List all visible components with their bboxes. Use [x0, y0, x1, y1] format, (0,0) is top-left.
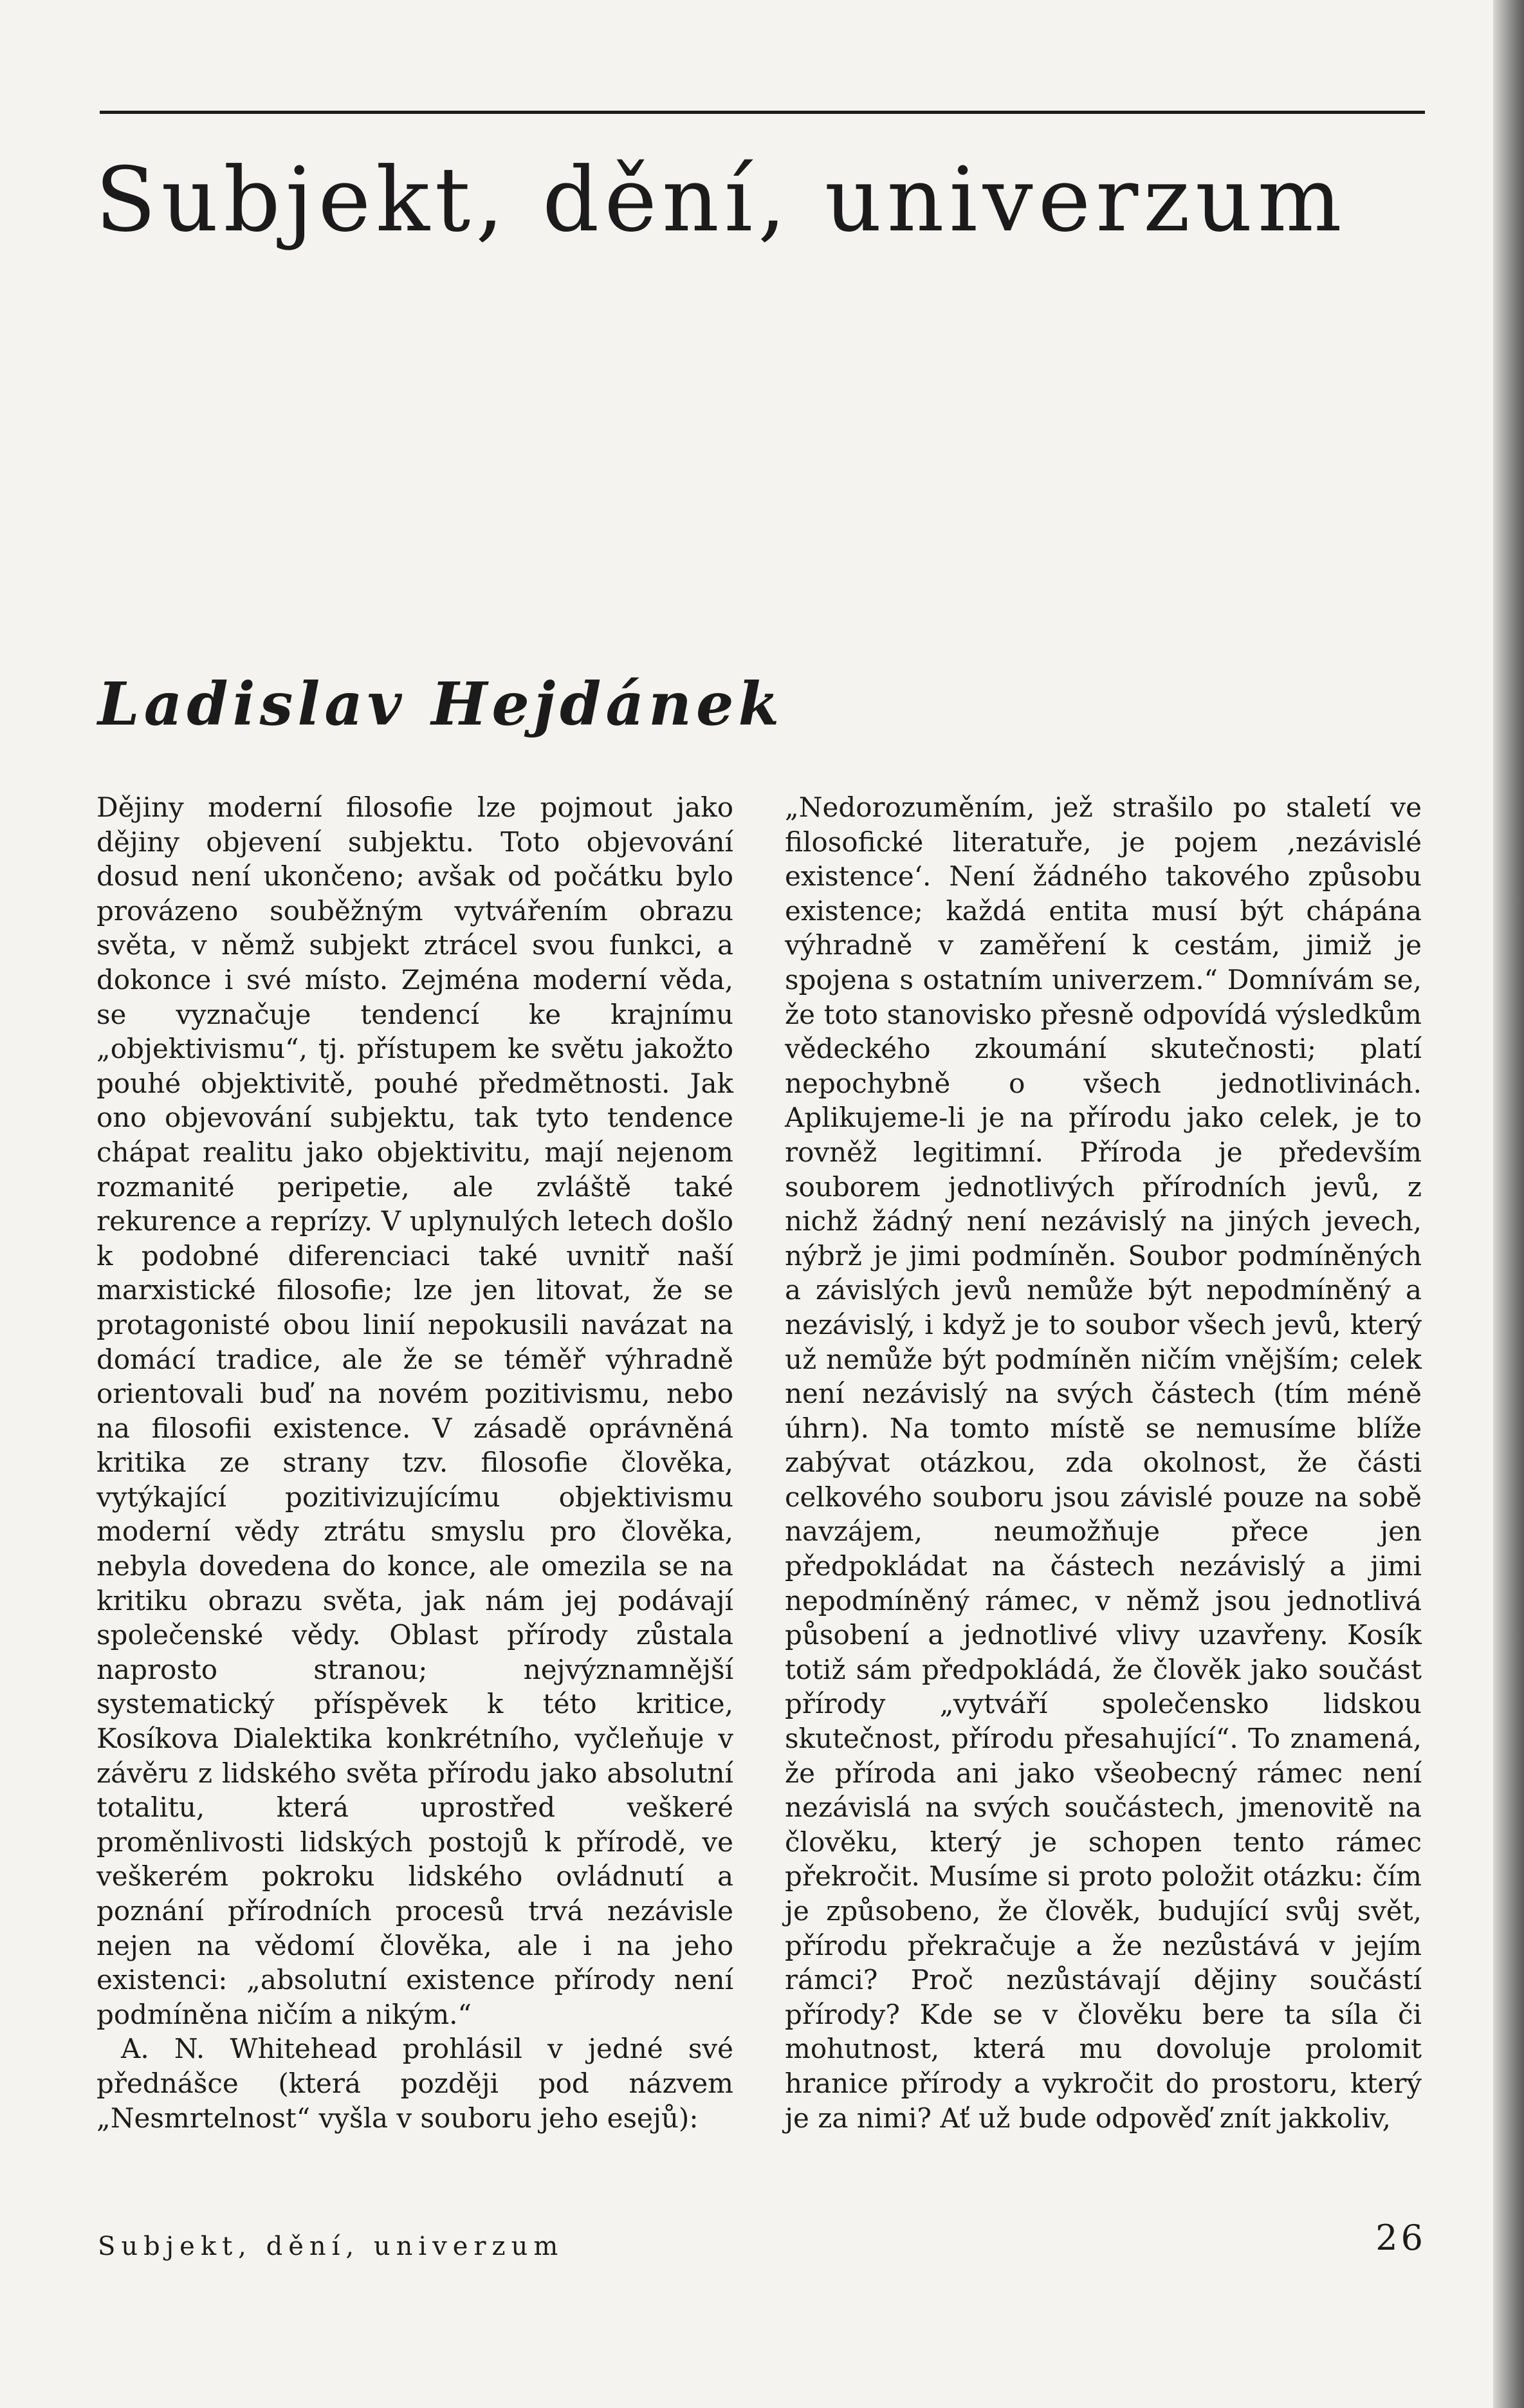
paragraph: „Nedorozuměním, jež strašilo po staletí ve filosofické literatuře, je pojem ‚nezávislé existence‘. Není žádného takového způsobu existence; každá entita musí být chápána výhradně v zaměření k cestám, jimiž je spojena s ostatním univerzem.“ Domnívám se, že toto stanovisko přesně odpovídá výsledkům vědeckého zkoumání skutečnosti; platí nepochybně o všech jednotlivinách. Aplikujeme-li je na přírodu jako celek, je to rovněž legitimní. Příroda je především souborem jednotlivých přírodních jevů, z nichž žádný není nezávislý na jiných jevech, nýbrž je jimi podmíněn. Soubor podmíněných a závislých jevů nemůže být nepodmíněný a nezávislý, i když je to soubor všech jevů, který už nemůže být podmíněn ničím vnějším; celek není nezávislý na svých částech (tím méně úhrn). Na tomto místě se nemusíme blíže zabývat otázkou, zda okolnost, že části celkového souboru jsou závislé pouze na sobě navzájem, neumožňuje přece jen předpokládat na částech nezávislý a jimi nepodmíněný rámec, v němž jsou jednotlivá působení a jednotlivé vlivy uzavřeny. Kosík totiž sám předpokládá, že člověk jako součást přírody „vytváří společensko lidskou skutečnost, přírodu přesahující“. To znamená, že příroda ani jako všeobecný rámec není nezávislá na svých součástech, jmenovitě na člověku, který je schopen tento rámec překročit. Musíme si proto položit otázku: čím je způsobeno, že člověk, budující svůj svět, přírodu překračuje a že nezůstává v jejím rámci? Proč nezůstávají dějiny součástí přírody? Kde se v člověku bere ta síla či mohutnost, která mu dovoluje prolomit hranice přírody a vykročit do prostoru, který je za nimi? Ať už bude odpověď znít jakkoliv,	[785, 792, 1422, 2134]
paragraph: A. N. Whitehead prohlásil v jedné své přednášce (která později pod názvem „Nesmrtelnost“ vyšla v souboru jeho esejů):	[96, 2033, 733, 2134]
page-number: 26	[1375, 2218, 1426, 2258]
running-footer-title: Subjekt, dění, univerzum	[98, 2232, 564, 2261]
article-author: Ladislav Hejdánek	[98, 669, 784, 739]
top-rule	[100, 111, 1425, 114]
page-edge-shadow	[1493, 0, 1524, 2408]
article-title: Subjekt, dění, univerzum	[95, 148, 1347, 252]
body-column-left	[96, 790, 733, 2135]
paragraph: Dějiny moderní filosofie lze pojmout jako dějiny objevení subjektu. Toto objevování dosud není ukončeno; avšak od počátku bylo provázeno souběžným vytvářením obrazu světa, v němž subjekt ztrácel svou funkci, a dokonce i své místo. Zejména moderní věda, se vyznačuje tendencí ke krajnímu „objektivismu“, tj. přístupem ke světu jakožto pouhé objektivitě, pouhé předmětnosti. Jak ono objevování subjektu, tak tyto tendence chápat realitu jako objektivitu, mají nejenom rozmanité peripetie, ale zvláště také rekurence a reprízy. V uplynulých letech došlo k podobné diferenciaci také uvnitř naší marxistické filosofie; lze jen litovat, že se protagonisté obou linií nepokusili navázat na domácí tradice, ale že se téměř výhradně orientovali buď na novém pozitivismu, nebo na filosofii existence. V zásadě oprávněná kritika ze strany tzv. filosofie člověka, vytýkající pozitivizujícímu objektivismu moderní vědy ztrátu smyslu pro člověka, nebyla dovedena do konce, ale omezila se na kritiku obrazu světa, jak nám jej podávají společenské vědy. Oblast přírody zůstala naprosto stranou; nejvýznamnější systematický příspěvek k této kritice, Kosíkova Dialektika konkrétního, vyčleňuje v závěru z lidského světa přírodu jako absolutní totalitu, která uprostřed veškeré proměnlivosti lidských postojů k přírodě, ve veškerém pokroku lidského ovládnutí a poznání přírodních procesů trvá nezávisle nejen na vědomí člověka, ale i na jeho existenci: „absolutní existence přírody není podmíněna ničím a nikým.“	[96, 792, 733, 2030]
body-column-right	[785, 790, 1422, 2135]
